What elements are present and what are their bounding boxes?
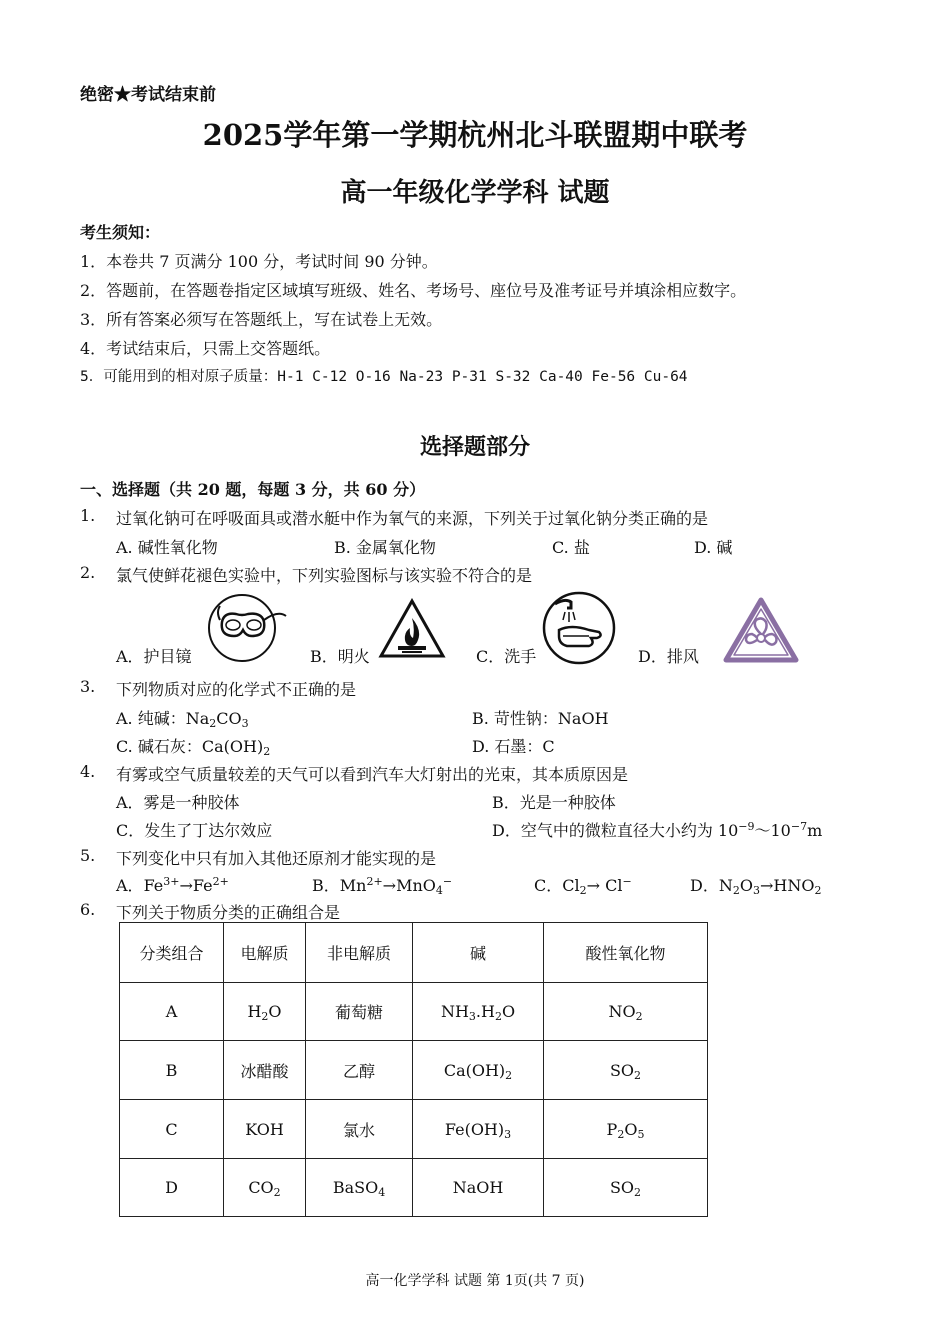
option-a: A．雾是一种胶体 [116, 793, 240, 812]
question-text: 过氧化钠可在呼吸面具或潜水艇中作为氧气的来源，下列关于过氧化钠分类正确的是 [116, 509, 709, 528]
acid-oxide-cell: $P_2O_5$ [544, 1100, 708, 1159]
group-cell: D [120, 1159, 224, 1217]
notice-item: 4．考试结束后，只需上交答题纸。 [80, 339, 331, 358]
acid-oxide-cell: $SO_2$ [544, 1041, 708, 1100]
classification-table [119, 922, 708, 1217]
question-text: 下列变化中只有加入其他还原剂才能实现的是 [116, 849, 437, 868]
base-cell: $Ca(OH)_2$ [413, 1041, 544, 1100]
part-title: 一、选择题（共 20 题，每题 3 分，共 60 分） [80, 480, 426, 499]
option-b: B．光是一种胶体 [492, 793, 616, 812]
question-text: 下列关于物质分类的正确组合是 [116, 903, 341, 922]
group-cell: C [120, 1100, 224, 1159]
table-row [120, 1041, 708, 1100]
option-a: A．护目镜 [116, 647, 192, 666]
question-number: 5. [80, 846, 96, 865]
option-d: D．空气中的微粒直径大小约为 $10^{-9}\sim 10^{-7}m$ [492, 820, 823, 840]
notice-item: 2．答题前，在答题卷指定区域填写班级、姓名、考场号、座位号及准考证号并填涂相应数字。 [80, 281, 747, 300]
nonelectrolyte-cell: 葡萄糖 [306, 983, 413, 1041]
notice-item: 5．可能用到的相对原子质量：H-1 C-12 O-16 Na-23 P-31 S-32 Ca-40 Fe-56 Cu-64 [80, 369, 688, 385]
option-b: B. 苛性钠：NaOH [472, 709, 609, 728]
section-title: 选择题部分 [419, 434, 530, 460]
question-number: 4. [80, 762, 96, 781]
table-row [120, 983, 708, 1041]
column-header: 酸性氧化物 [544, 923, 708, 983]
acid-oxide-cell: $SO_2$ [544, 1159, 708, 1217]
option-c: C．洗手 [476, 647, 537, 666]
table-row [120, 1100, 708, 1159]
hand-washing-icon [541, 590, 617, 666]
option-c: C. 碱石灰：$Ca(OH)_2$ [116, 737, 271, 758]
electrolyte-cell: $H_2O$ [224, 983, 306, 1041]
question-text: 氯气使鲜花褪色实验中，下列实验图标与该实验不符合的是 [116, 566, 533, 585]
ventilation-fan-icon [722, 596, 800, 666]
table-row [120, 1159, 708, 1217]
question-number: 6. [80, 900, 96, 919]
base-cell: NaOH [413, 1159, 544, 1217]
option-c: C．发生了丁达尔效应 [116, 821, 273, 840]
open-flame-icon [378, 598, 446, 660]
exam-title: 2025学年第一学期杭州北斗联盟期中联考 [202, 118, 748, 152]
column-header: 电解质 [224, 923, 306, 983]
option-d: D. 石墨：C [472, 737, 555, 756]
option-b: B．$Mn^{2+}\to MnO_4^-$ [312, 875, 453, 897]
nonelectrolyte-cell: 乙醇 [306, 1041, 413, 1100]
option-b: B. 金属氧化物 [334, 538, 436, 557]
group-cell: A [120, 983, 224, 1041]
question-text: 下列物质对应的化学式不正确的是 [116, 680, 357, 699]
acid-oxide-cell: $NO_2$ [544, 983, 708, 1041]
option-d: D. 碱 [694, 538, 733, 557]
question-number: 1. [80, 506, 96, 525]
option-c: C．$Cl_2\to Cl^-$ [534, 875, 632, 897]
group-cell: B [120, 1041, 224, 1100]
option-b: B．明火 [310, 647, 370, 666]
confidential-label: 绝密★考试结束前 [80, 85, 216, 105]
page-footer: 高一化学学科 试题 第 1页(共 7 页) [365, 1273, 585, 1289]
column-header: 分类组合 [120, 923, 224, 983]
question-text: 有雾或空气质量较差的天气可以看到汽车大灯射出的光束，其本质原因是 [116, 765, 629, 784]
notice-heading: 考生须知： [80, 223, 161, 242]
electrolyte-cell: $CO_2$ [224, 1159, 306, 1217]
electrolyte-cell: 冰醋酸 [224, 1041, 306, 1100]
question-number: 3. [80, 677, 96, 696]
option-c: C. 盐 [552, 538, 590, 557]
question-number: 2. [80, 563, 96, 582]
exam-subtitle: 高一年级化学学科 试题 [340, 178, 610, 208]
notice-item: 1．本卷共 7 页满分 100 分，考试时间 90 分钟。 [80, 252, 438, 271]
option-a: A．$Fe^{3+}\to Fe^{2+}$ [116, 875, 229, 895]
electrolyte-cell: KOH [224, 1100, 306, 1159]
option-a: A. 纯碱：$Na_2CO_3$ [116, 709, 249, 730]
column-header: 非电解质 [306, 923, 413, 983]
option-d: D．$N_2O_3\to HNO_2$ [690, 876, 822, 897]
goggles-icon [206, 592, 290, 664]
column-header: 碱 [413, 923, 544, 983]
base-cell: $Fe(OH)_3$ [413, 1100, 544, 1159]
nonelectrolyte-cell: 氯水 [306, 1100, 413, 1159]
base-cell: $NH_3.H_2O$ [413, 983, 544, 1041]
option-a: A. 碱性氧化物 [116, 538, 218, 557]
nonelectrolyte-cell: BaSO$_4$ [306, 1159, 413, 1217]
option-d: D．排风 [638, 647, 699, 666]
table-header-row [120, 923, 708, 983]
notice-item: 3．所有答案必须写在答题纸上，写在试卷上无效。 [80, 310, 443, 329]
